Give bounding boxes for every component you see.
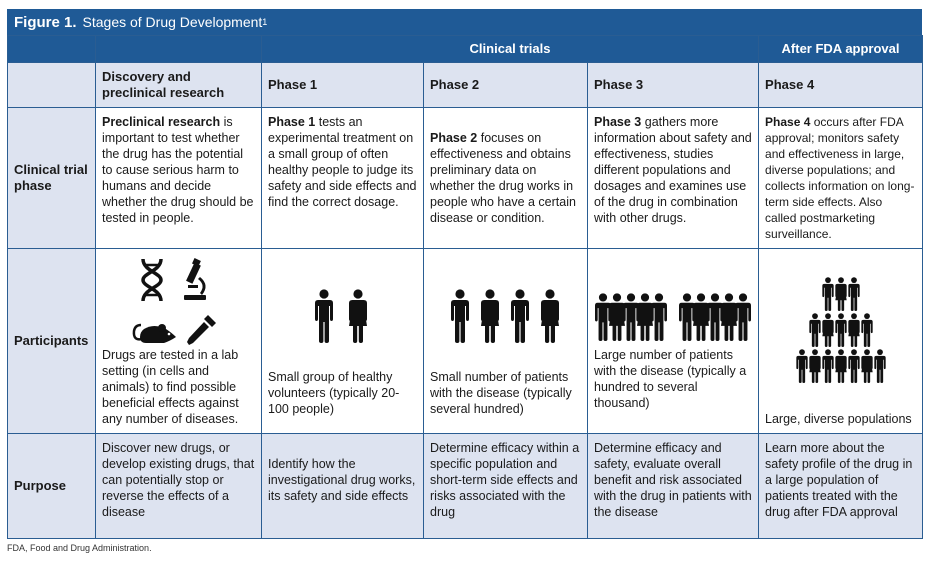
header-after-fda: After FDA approval (759, 36, 923, 63)
woman-icon (809, 349, 820, 383)
footnote: FDA, Food and Drug Administration. (7, 543, 152, 553)
woman-icon (835, 349, 846, 383)
phase3-people-group (594, 293, 752, 341)
man-icon (809, 313, 820, 347)
purpose-phase1: Identify how the investigational drug works, its safety and side effects (262, 434, 424, 539)
participants-discovery-text: Drugs are tested in a lab setting (in cells and animals) to find possible beneficial effects against any number of diseases. (102, 348, 239, 426)
desc-phase4-bold: Phase 4 (765, 115, 811, 129)
pipette-icon (184, 313, 218, 347)
man-icon (451, 289, 469, 343)
desc-phase3 (588, 108, 759, 249)
desc-discovery-bold: Preclinical research (102, 115, 221, 129)
figure-label: Figure 1. (14, 13, 77, 31)
figure-title-footnote-ref: 1 (262, 17, 268, 27)
man-icon (835, 313, 846, 347)
man-icon (735, 293, 751, 341)
drug-development-table (7, 35, 923, 539)
desc-phase4-text: occurs after FDA approval; monitors safety and effectiveness in large, diverse populations; and collects information on long-term side effects. Also called postmarketing surveillance. (765, 115, 915, 241)
purpose-phase3: Determine efficacy and safety, evaluate overall benefit and risk associated with the drug in patients with the disease (588, 434, 759, 539)
participants-phase2-text: Small number of patients with the disease (typically several hundred) (430, 370, 572, 416)
participants-phase4 (759, 249, 923, 434)
mouse-icon (132, 319, 178, 347)
desc-phase3-text: gathers more information about safety and effectiveness, studies different populations and dosages and examines use of the drug in combination with other drugs. (594, 115, 752, 225)
participants-phase1-text: Small group of healthy volunteers (typically 20-100 people) (268, 370, 400, 416)
man-icon (623, 293, 639, 341)
microscope-icon (180, 257, 210, 303)
header-clinical-trials: Clinical trials (262, 36, 759, 63)
man-icon (848, 277, 859, 311)
row-purpose (8, 434, 923, 539)
desc-phase1-bold: Phase 1 (268, 115, 316, 129)
desc-phase2-bold: Phase 2 (430, 131, 478, 145)
row-label-purpose: Purpose (8, 434, 96, 539)
man-icon (315, 289, 333, 343)
header-phase2: Phase 2 (424, 63, 588, 108)
phase4-people-pyramid (791, 277, 891, 385)
figure-title: Stages of Drug Development (82, 14, 263, 30)
woman-icon (349, 289, 367, 343)
woman-icon (861, 349, 872, 383)
header-phase3: Phase 3 (588, 63, 759, 108)
dna-icon (134, 257, 170, 303)
participants-discovery (96, 249, 262, 434)
row-clinical-trial-phase (8, 108, 923, 249)
header-phase-blank (8, 63, 96, 108)
woman-icon (541, 289, 559, 343)
header-phase1: Phase 1 (262, 63, 424, 108)
man-icon (679, 293, 695, 341)
man-icon (796, 349, 807, 383)
desc-phase2-text: focuses on effectiveness and obtains preliminary data on whether the drug works in people who have a certain disease or condition. (430, 131, 576, 225)
header-blank (96, 36, 262, 63)
row-label-participants: Participants (8, 249, 96, 434)
man-icon (511, 289, 529, 343)
man-icon (651, 293, 667, 341)
purpose-discovery: Discover new drugs, or develop existing drugs, that can potentially stop or reverse the effects of a disease (96, 434, 262, 539)
figure-title-bar (7, 9, 922, 35)
woman-icon (835, 277, 846, 311)
woman-icon (609, 293, 625, 341)
desc-phase1 (262, 108, 424, 249)
man-icon (848, 349, 859, 383)
man-icon (822, 349, 833, 383)
man-icon (874, 349, 885, 383)
phase1-people-group (307, 289, 377, 343)
participants-phase2 (424, 249, 588, 434)
man-icon (595, 293, 611, 341)
woman-icon (637, 293, 653, 341)
row-label-clinical-trial-phase: Clinical trial phase (8, 108, 96, 249)
purpose-phase2: Determine efficacy within a specific population and short-term side effects and risks associated with the drug (424, 434, 588, 539)
participants-phase4-text: Large, diverse populations (765, 412, 912, 426)
desc-phase3-bold: Phase 3 (594, 115, 642, 129)
participants-phase1 (262, 249, 424, 434)
participants-phase3-text: Large number of patients with the disease (typically a hundred to several thousand) (594, 348, 747, 410)
woman-icon (693, 293, 709, 341)
woman-icon (848, 313, 859, 347)
desc-phase2 (424, 108, 588, 249)
phase2-people-group (443, 289, 569, 343)
header-discovery: Discovery and preclinical research (96, 63, 262, 108)
participants-phase3 (588, 249, 759, 434)
row-participants (8, 249, 923, 434)
header-row-top (8, 36, 923, 63)
desc-discovery-text: is important to test whether the drug has the potential to cause serious harm to humans and decide whether the drug should be tested in people. (102, 115, 254, 225)
header-phase4: Phase 4 (759, 63, 923, 108)
man-icon (707, 293, 723, 341)
man-icon (861, 313, 872, 347)
desc-discovery (96, 108, 262, 249)
header-blank (8, 36, 96, 63)
purpose-phase4: Learn more about the safety profile of the drug in a large population of patients treated with the drug after FDA approval (759, 434, 923, 539)
figure (7, 9, 922, 539)
desc-phase1-text: tests an experimental treatment on a small group of often healthy people to judge its safety and side effects and find the correct dosage. (268, 115, 417, 209)
woman-icon (822, 313, 833, 347)
woman-icon (481, 289, 499, 343)
woman-icon (721, 293, 737, 341)
man-icon (822, 277, 833, 311)
header-row-phases (8, 63, 923, 108)
desc-phase4 (759, 108, 923, 249)
